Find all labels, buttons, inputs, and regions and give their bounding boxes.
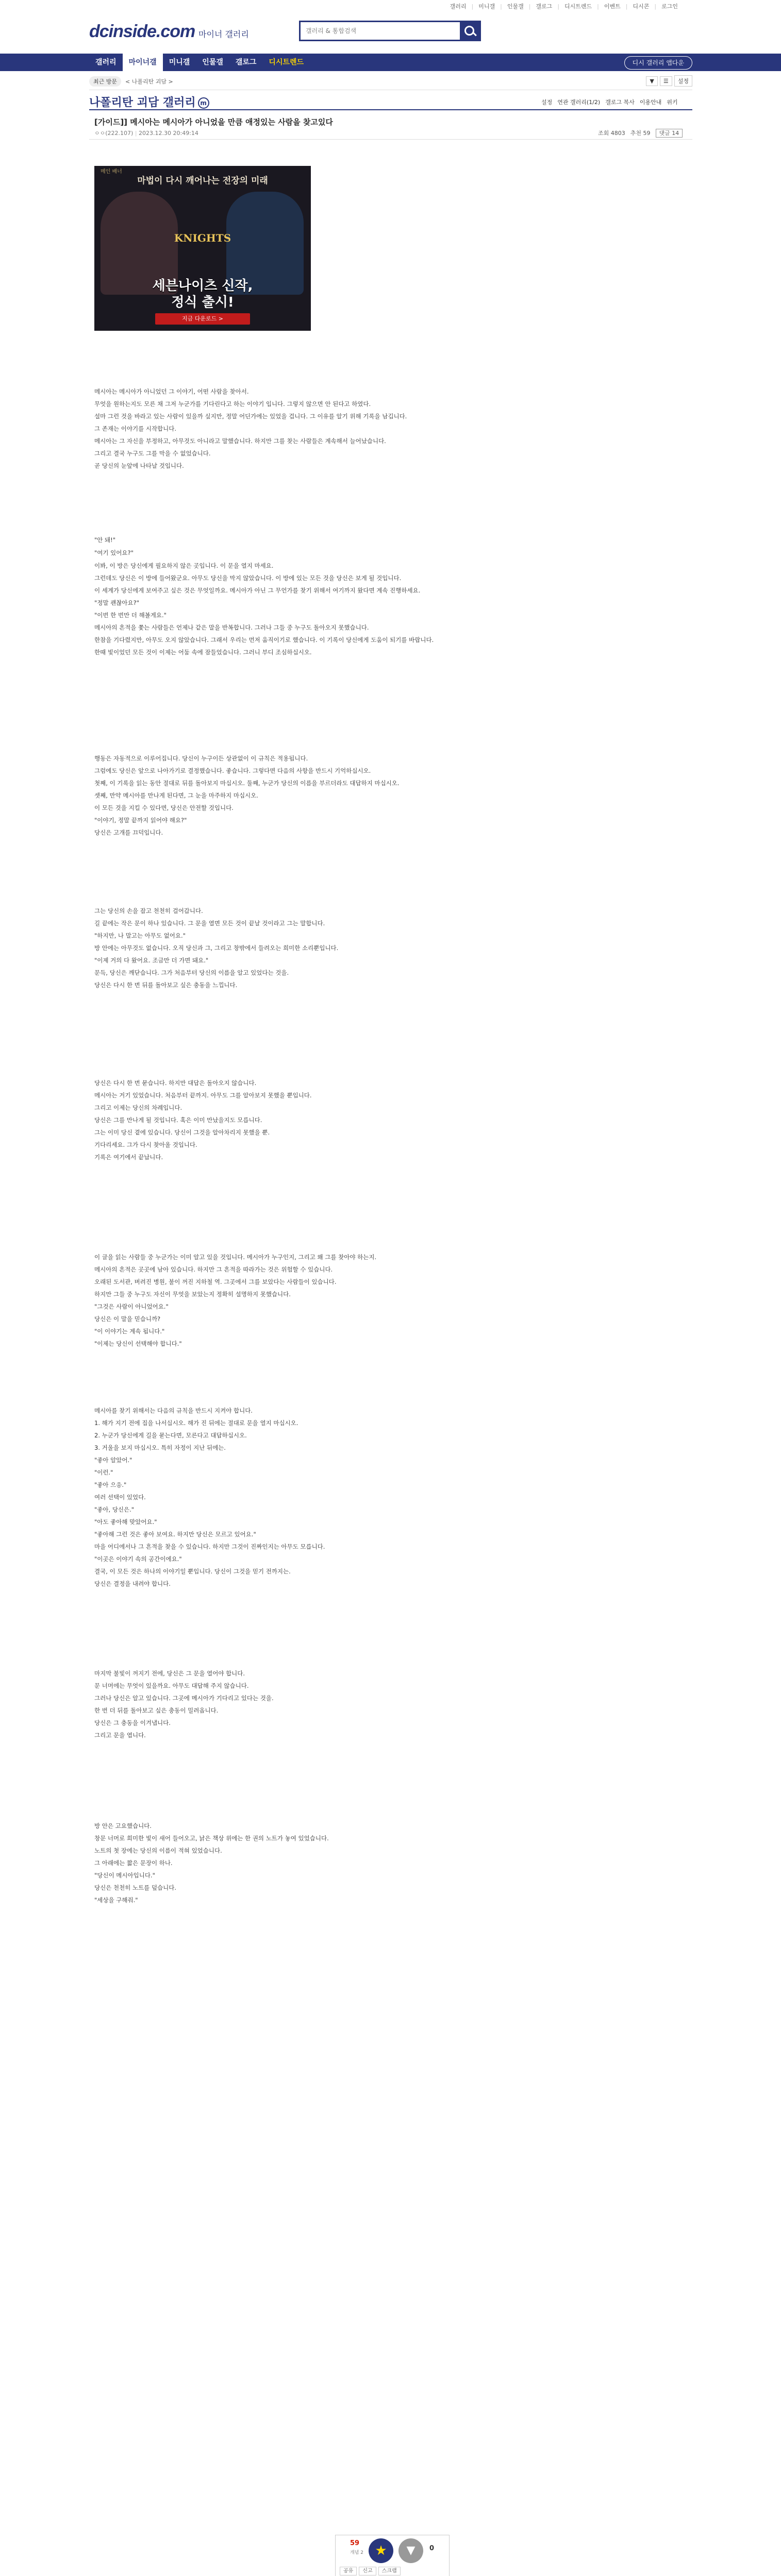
gallery-bar-tool[interactable]: ☰	[660, 76, 672, 86]
body-line: "그것은 사람이 아니었어요."	[94, 1303, 169, 1310]
body-line: 길 끝에는 작은 문이 하나 있습니다. 그 문을 열면 모든 것이 끝날 것이라고 그는 말합니다.	[94, 920, 325, 927]
gallery-tool-link[interactable]: 설정	[541, 99, 553, 106]
util-link[interactable]: | 갤로그	[529, 2, 553, 10]
util-link[interactable]: | 인물갤	[500, 2, 524, 10]
body-line: "정말 괜찮아요?"	[94, 599, 139, 606]
thumbs-down-icon[interactable]: ▼	[398, 2538, 423, 2563]
body-line: "이런."	[94, 1469, 113, 1476]
body-line: 이 세계가 당신에게 보여주고 싶은 것은 무엇일까요. 메시아가 아닌 그 무언가를 찾기 위해서 여기까지 왔다면 계속 진행하세요.	[94, 587, 421, 594]
body-line: 기다리세요. 그가 다시 찾아올 것입니다.	[94, 1141, 197, 1148]
gallery-type-label[interactable]: 마이너 갤러리	[198, 29, 249, 39]
body-line: 그런데도 당신은 이 방에 들어왔군요. 아무도 당신을 막지 않았습니다. 이 방에 있는 모든 것을 당신은 보게 될 것입니다.	[94, 574, 402, 582]
body-line: "이제 거의 다 왔어요. 조금만 더 가면 돼요."	[94, 957, 209, 964]
body-line: 이 글을 읽는 사람들 중 누군가는 이미 알고 있을 것입니다. 메시아가 누구인지, 그리고 왜 그를 찾아야 하는지.	[94, 1253, 377, 1261]
search-icon[interactable]	[460, 22, 479, 40]
body-line: 그러나 당신은 알고 있습니다. 그곳에 메시아가 기다리고 있다는 것을.	[94, 1694, 274, 1702]
post-title: [가이드]] 메시아는 메시아가 아니었을 만큼 애정있는 사람을 찾고있다	[94, 117, 333, 127]
body-line: 3. 거울을 보지 마십시오. 특히 자정이 지난 뒤에는.	[94, 1444, 226, 1451]
util-link[interactable]: | 디시트렌드	[557, 2, 592, 10]
body-line: 2. 누군가 당신에게 길을 묻는다면, 모른다고 대답하십시오.	[94, 1432, 247, 1439]
post-action-button[interactable]: 신고	[359, 2567, 376, 2575]
body-line: 당신은 천천히 노트를 덮습니다.	[94, 1884, 177, 1891]
body-line: 한 번 더 뒤를 돌아보고 싶은 충동이 밀려옵니다.	[94, 1707, 219, 1714]
body-line: "당신이 메시아입니다."	[94, 1872, 155, 1879]
body-line: 당신은 그를 만나게 될 것입니다. 혹은 이미 만났을지도 모릅니다.	[94, 1116, 262, 1124]
post-author[interactable]: ㅇㅇ(222.107)	[94, 130, 134, 137]
body-line: 그 아래에는 짧은 문장이 하나.	[94, 1859, 173, 1867]
gallery-tool-link[interactable]: 위키	[667, 99, 678, 106]
body-line: "이곳은 이야기 속의 공간이에요."	[94, 1555, 182, 1563]
body-line: 메시아는 메시아가 아니었던 그 이야기, 어떤 사람을 찾아서.	[94, 388, 249, 395]
post-stat: 조회 4803	[598, 130, 625, 137]
site-header	[0, 11, 781, 53]
search-input[interactable]	[301, 22, 466, 40]
body-line: 기록은 여기에서 끝납니다.	[94, 1154, 163, 1161]
body-line: 당신은 고개를 끄덕입니다.	[94, 829, 163, 836]
gallery-bar-tool[interactable]: 설정	[674, 75, 692, 87]
post-info: ㅇㅇ(222.107) | 2023.12.30 20:49:14	[94, 130, 198, 137]
body-line: "좋아 으응."	[94, 1481, 127, 1488]
gallery-bar-tool[interactable]: ▼	[646, 76, 657, 86]
body-line: 메시아는 그 자신을 부정하고, 아무것도 아니라고 말했습니다. 하지만 그를 찾는 사람들은 계속해서 늘어났습니다.	[94, 437, 386, 445]
body-line: 하지만 그들 중 누구도 자신이 무엇을 보았는지 정확히 설명하지 못했습니다.	[94, 1291, 291, 1298]
body-line: 행동은 자동적으로 이루어집니다. 당신이 누구이든 상관없이 이 규칙은 적용됩니다.	[94, 755, 308, 762]
ad-banner[interactable]	[94, 166, 311, 331]
util-link[interactable]: | 미니갤	[471, 2, 495, 10]
downvote-count: 0	[429, 2545, 435, 2552]
body-line: 노트의 첫 장에는 당신의 이름이 적혀 있었습니다.	[94, 1847, 222, 1854]
util-link[interactable]: | 이벤트	[597, 2, 621, 10]
body-line: "세상을 구해줘."	[94, 1896, 138, 1904]
body-line: 셋째, 만약 메시아를 만나게 된다면, 그 눈을 마주하지 마십시오.	[94, 792, 258, 799]
body-line: 첫째, 이 기록을 읽는 동안 절대로 뒤를 돌아보지 마십시오. 둘째, 누군가 당신의 이름을 부르더라도 대답하지 마십시오.	[94, 779, 400, 787]
body-line: "좋아 알았어."	[94, 1456, 132, 1464]
main-nav	[0, 54, 781, 71]
body-line: 마지막 불빛이 꺼지기 전에, 당신은 그 문을 열어야 합니다.	[94, 1670, 245, 1677]
body-line: 1. 해가 지기 전에 집을 나서십시오. 해가 진 뒤에는 절대로 문을 열지 마십시오.	[94, 1419, 298, 1427]
body-line: 그는 당신의 손을 잡고 천천히 걸어갑니다.	[94, 907, 203, 914]
body-line: "안 돼!"	[94, 536, 116, 544]
body-line: 메시아를 찾기 위해서는 다음의 규칙을 반드시 지켜야 합니다.	[94, 1407, 253, 1414]
body-line: 방 안은 고요했습니다.	[94, 1822, 152, 1829]
post-date: 2023.12.30 20:49:14	[139, 130, 198, 137]
post-action-button[interactable]: 공유	[340, 2567, 357, 2575]
banner-cta-button[interactable]: 지금 다운로드 >	[155, 313, 250, 325]
body-line: 마을 어디에서나 그 흔적을 찾을 수 있습니다. 하지만 그것이 진짜인지는 아무도 모릅니다.	[94, 1543, 325, 1550]
gallery-bar	[89, 72, 692, 90]
body-line: 결국, 이 모든 것은 하나의 이야기일 뿐입니다. 당신이 그것을 믿기 전까지는.	[94, 1568, 291, 1575]
body-line: 한참을 기다렸지만, 아무도 오지 않았습니다. 그래서 우리는 먼저 움직이기로 했습니다. 이 기록이 당신에게 도움이 되기를 바랍니다.	[94, 636, 434, 643]
banner-headline: 마법이 다시 깨어나는 전장의 미래	[137, 176, 268, 186]
body-line: 설마 그런 것을 바라고 있는 사람이 있을까 싶지만, 정말 어딘가에는 있었을 겁니다. 그 이유를 알기 위해 기록을 남깁니다.	[94, 413, 407, 420]
body-line: 그리고 결국 누구도 그를 막을 수 없었습니다.	[94, 450, 211, 457]
recommend-box	[335, 2535, 450, 2576]
gallery-tool-link[interactable]: 갤로그 복사	[605, 99, 635, 106]
body-line: 이봐, 이 방은 당신에게 필요하지 않은 곳입니다. 이 문을 열지 마세요.	[94, 562, 274, 569]
body-line: "여기 있어요?"	[94, 549, 134, 556]
body-line: 곧 당신의 눈앞에 나타날 것입니다.	[94, 462, 184, 469]
gallery-path[interactable]: < 나폴리탄 괴담 >	[125, 78, 173, 85]
recent-visit-button[interactable]: 최근 방문	[89, 76, 121, 87]
body-line: "이번 한 번만 더 해볼게요."	[94, 612, 167, 619]
gallery-title-text[interactable]: 나폴리탄 괴담 갤러리	[89, 96, 196, 109]
body-line: 당신은 이 말을 믿습니까?	[94, 1315, 161, 1323]
search-box	[299, 21, 481, 41]
body-line: 그는 이미 당신 곁에 있습니다. 당신이 그것을 알아차리지 못했을 뿐.	[94, 1129, 270, 1136]
util-link[interactable]: 갤러리	[450, 3, 467, 10]
utility-bar	[103, 0, 678, 10]
nav-item[interactable]: 마이너갤	[123, 54, 163, 71]
banner-game-logo: KNIGHTS	[174, 232, 231, 244]
body-line: 무엇을 원하는지도 모른 채 그저 누군가를 기다린다고 하는 이야기 입니다. 그렇지 않으면 안 된다고 하였다.	[94, 400, 371, 408]
body-line: 당신은 결정을 내려야 합니다.	[94, 1580, 171, 1587]
body-line: 그리고 문을 엽니다.	[94, 1732, 146, 1739]
body-line: 메시아는 거기 있었습니다. 처음부터 끝까지. 아무도 그를 알아보지 못했을 뿐입니다.	[94, 1092, 312, 1099]
app-download-button[interactable]: 디시 갤러리 앱다운	[624, 56, 692, 70]
recommend-star-icon[interactable]: ★	[369, 2538, 393, 2563]
body-line: 이 모든 것을 지킬 수 있다면, 당신은 안전할 것입니다.	[94, 804, 234, 811]
banner-title-2: 정식 출시!	[171, 295, 234, 310]
body-line: "이야기, 정말 끝까지 읽어야 해요?"	[94, 817, 187, 824]
body-line: "이 이야기는 계속 됩니다."	[94, 1328, 165, 1335]
banner-title-1: 세븐나이츠 신작,	[152, 278, 253, 294]
post-head-divider	[89, 139, 692, 140]
gallery-tools	[536, 98, 678, 106]
body-line: 당신은 다시 한 번 묻습니다. 하지만 대답은 돌아오지 않습니다.	[94, 1079, 257, 1087]
recommend-sub: 개념 2	[350, 2550, 363, 2555]
body-line: 당신은 그 충동을 이겨냅니다.	[94, 1719, 171, 1726]
gallery-tool-link[interactable]: 이용안내	[639, 99, 662, 106]
body-line: "좋아해 그런 것은 좋아 보여요. 하지만 당신은 모르고 있어요."	[94, 1531, 256, 1538]
body-line: 당신은 다시 한 번 뒤를 돌아보고 싶은 충동을 느낍니다.	[94, 981, 238, 989]
post-stat: 추천 59	[630, 130, 651, 137]
nav-item[interactable]: 갤러리	[95, 58, 117, 66]
body-line: 그 존재는 이야기를 시작합니다.	[94, 425, 177, 432]
post-stats	[593, 129, 683, 137]
body-line: 메시아의 흔적은 곳곳에 남아 있습니다. 하지만 그 흔적을 따라가는 것은 위험할 수 있습니다.	[94, 1266, 333, 1273]
body-line: 그럼에도 당신은 앞으로 나아가기로 결정했습니다. 좋습니다. 그렇다면 다음의 사항을 반드시 기억하십시오.	[94, 767, 371, 774]
body-line: "이제는 당신이 선택해야 합니다."	[94, 1340, 182, 1347]
body-line: 문득, 당신은 깨닫습니다. 그가 처음부터 당신의 이름을 알고 있었다는 것을.	[94, 969, 289, 976]
body-line: 메시아의 흔적을 쫓는 사람들은 언제나 같은 말을 반복합니다. 그러나 그들 중 누구도 돌아오지 못했습니다.	[94, 624, 369, 631]
banner-tag: 메인 배너	[101, 169, 122, 175]
body-line: "하지만, 나 말고는 아무도 없어요."	[94, 932, 186, 939]
comment-count-button[interactable]: 댓글 14	[656, 129, 683, 138]
body-line: 방 안에는 아무것도 없습니다. 오직 당신과 그, 그리고 창밖에서 들려오는 희미한 소리뿐입니다.	[94, 944, 339, 952]
nav-item[interactable]: 갤로그	[235, 58, 257, 66]
nav-item[interactable]: 미니갤	[169, 58, 190, 66]
body-line: 문 너머에는 무엇이 있을까요. 아무도 대답해 주지 않습니다.	[94, 1682, 249, 1689]
minor-gallery-icon: m	[198, 97, 209, 109]
body-line: "좋아, 당신은."	[94, 1506, 135, 1513]
body-line: 창문 너머로 희미한 빛이 새어 들어오고, 낡은 책상 위에는 한 권의 노트가 놓여 있었습니다.	[94, 1835, 329, 1842]
body-line: 그리고 이제는 당신의 차례입니다.	[94, 1104, 182, 1111]
title-divider	[89, 109, 692, 110]
util-link[interactable]: | 디시콘	[626, 2, 650, 10]
recommend-count: 59	[350, 2539, 360, 2547]
body-line: 오래된 도서관, 버려진 병원, 불이 꺼진 지하철 역. 그곳에서 그를 보았다는 사람들이 있습니다.	[94, 1278, 337, 1285]
nav-item[interactable]: 디시트렌드	[269, 58, 304, 66]
post-action-button[interactable]: 스크랩	[378, 2567, 401, 2575]
site-logo[interactable]: dcinside.com	[89, 22, 195, 41]
util-link[interactable]: | 로그인	[654, 2, 678, 10]
body-line: "아도 좋아해 맞았어요."	[94, 1518, 157, 1526]
body-line: 여러 선택이 있었다.	[94, 1494, 146, 1501]
gallery-tool-link[interactable]: 연관 갤러리(1/2)	[557, 99, 601, 106]
gallery-title[interactable]	[89, 94, 209, 110]
body-line: 한때 빛이었던 모든 것이 이제는 어둠 속에 잠들었습니다. 그러니 부디 조심하십시오.	[94, 649, 312, 656]
nav-item[interactable]: 인물갤	[202, 58, 223, 66]
